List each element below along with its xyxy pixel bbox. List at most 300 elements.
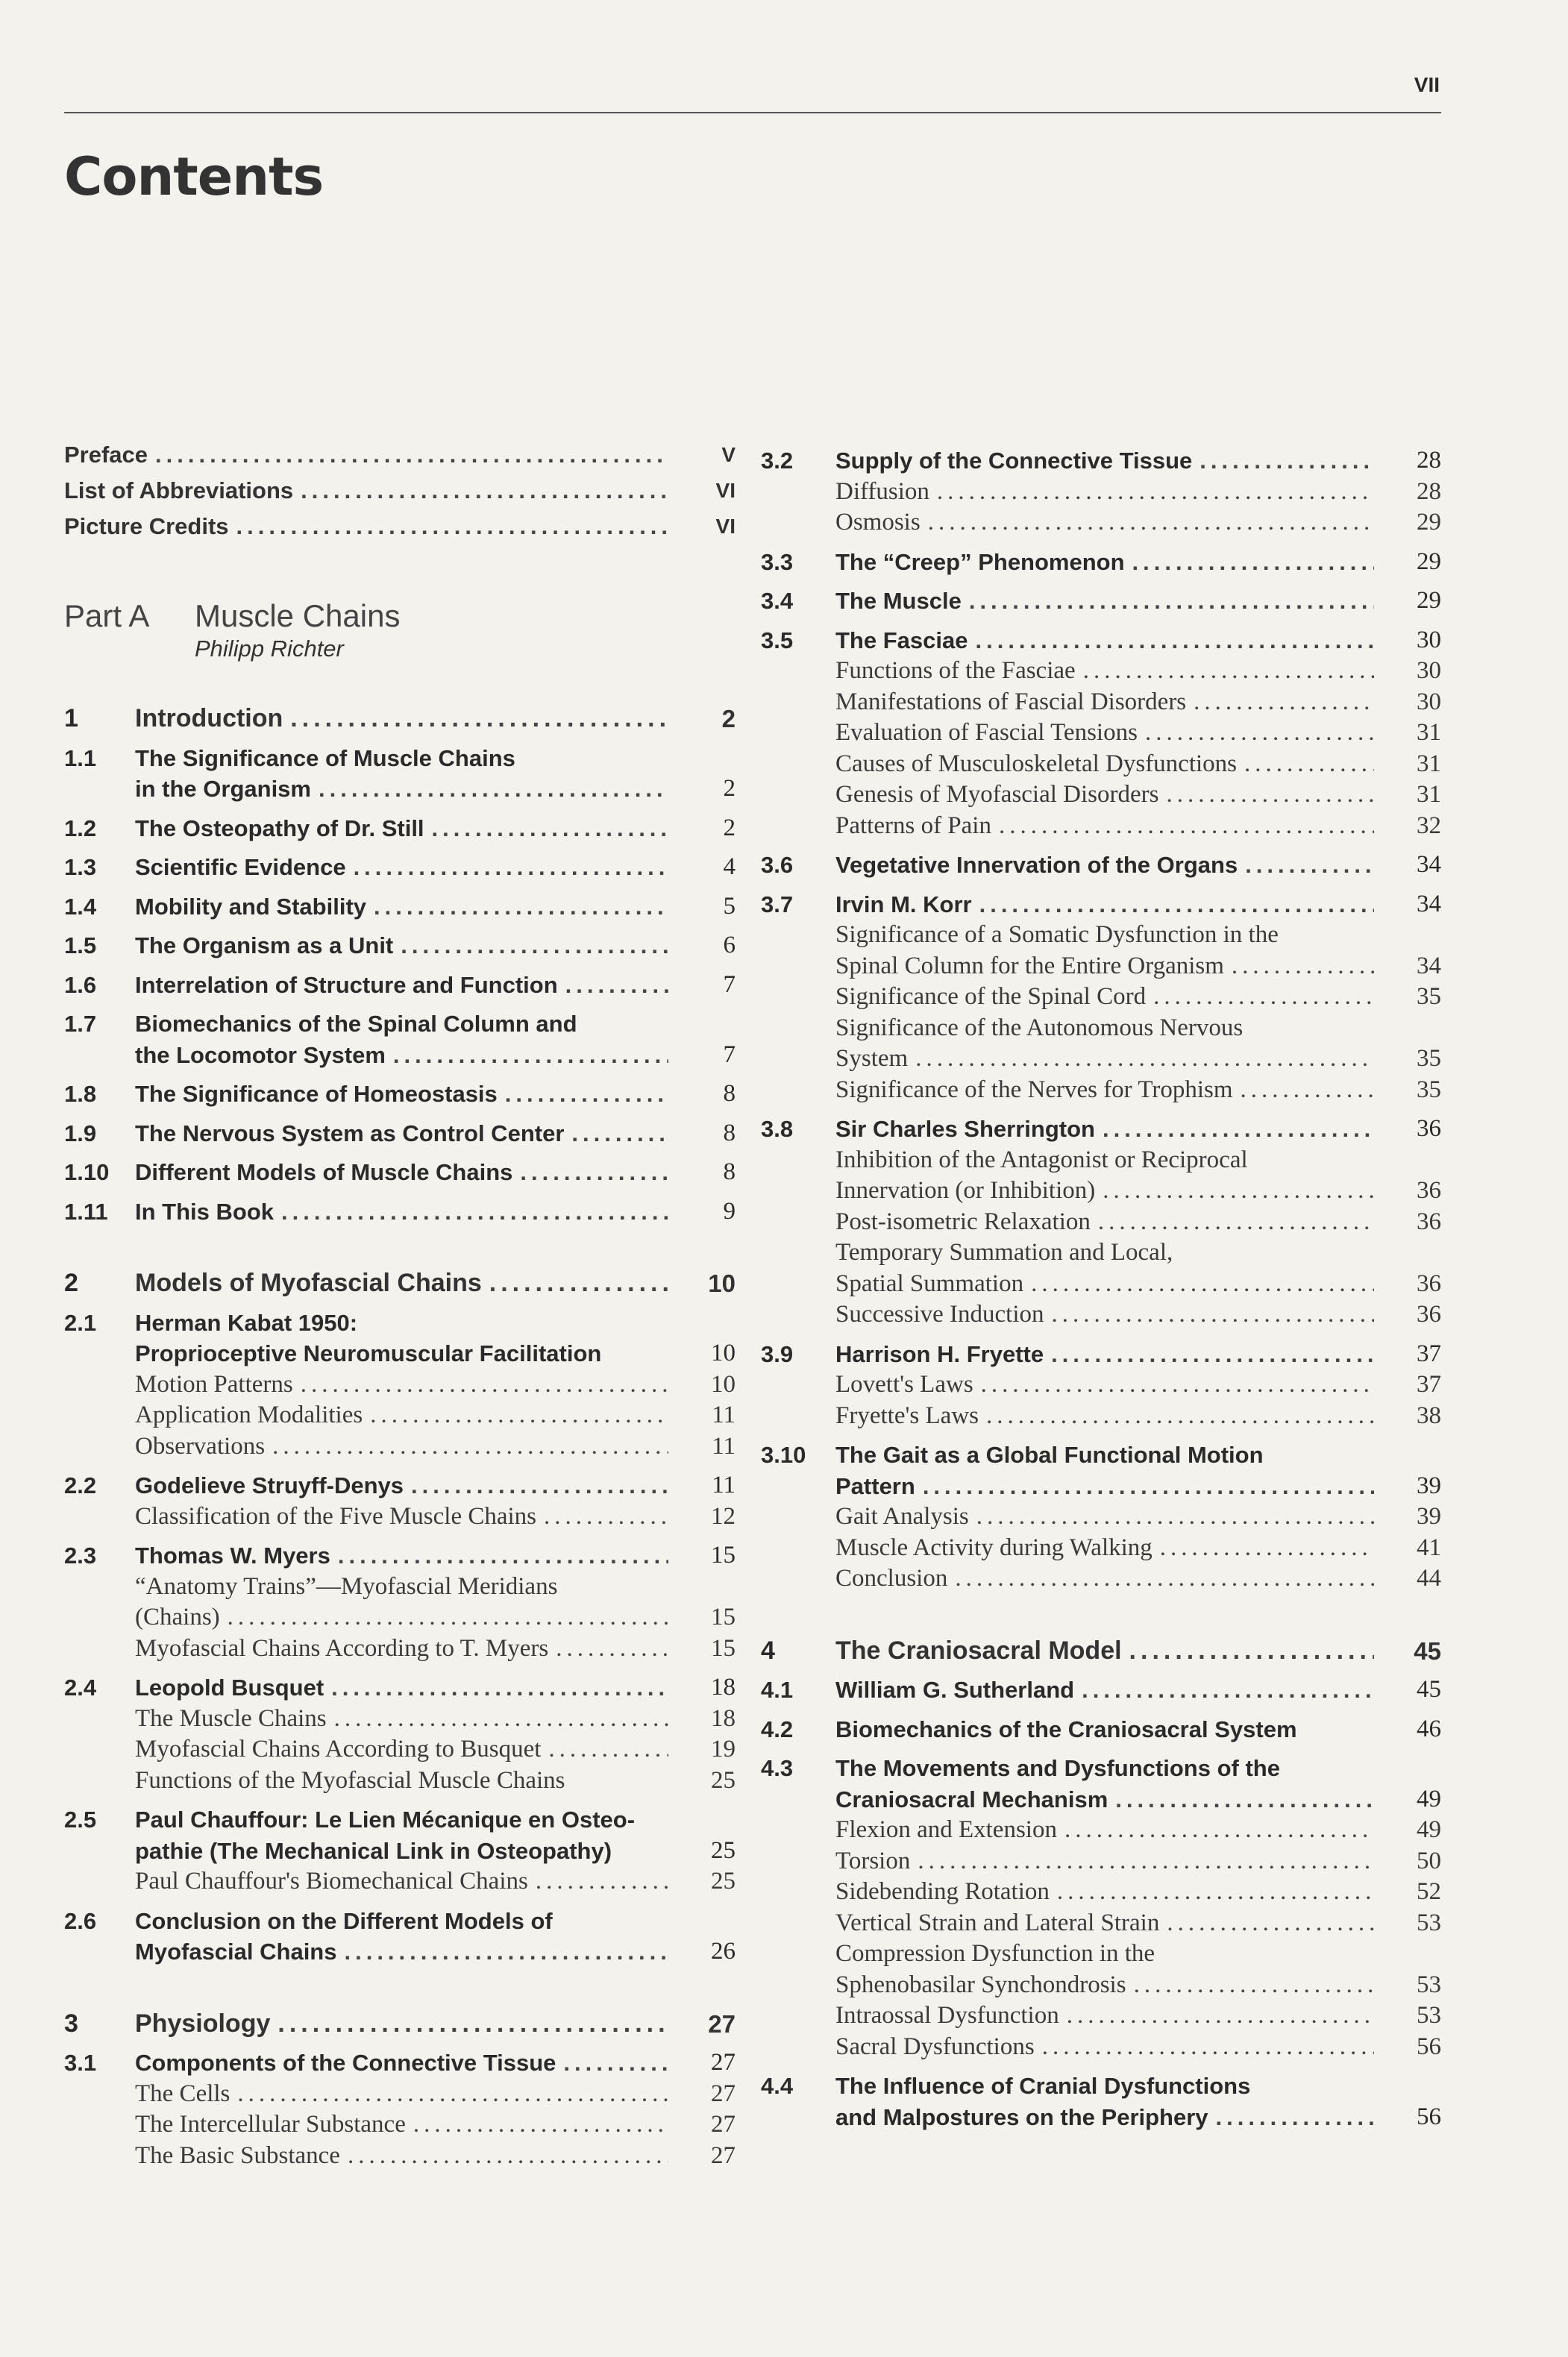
toc-entry (64, 1008, 736, 1070)
page-ref: 37 (1417, 1340, 1441, 1367)
section-number: 4.3 (761, 1755, 794, 1781)
entry-title: Biomechanics of the Craniosacral System (835, 1716, 1297, 1742)
entry-title: Sphenobasilar Synchondrosis (835, 1971, 1126, 1998)
dot-leader (229, 509, 668, 544)
page-ref: 30 (1417, 657, 1441, 684)
toc-entry (64, 1866, 736, 1898)
section-number: 2.5 (64, 1807, 97, 1833)
entry-title: The Osteopathy of Dr. Still (135, 815, 424, 841)
section-number: 4 (761, 1636, 775, 1665)
dot-leader (908, 1043, 1374, 1075)
dot-leader (1138, 718, 1374, 749)
dot-leader (1108, 1784, 1374, 1815)
dot-leader (327, 1704, 668, 1735)
section-number: 4.1 (761, 1677, 794, 1703)
page-ref: 56 (1417, 2103, 1441, 2130)
dot-leader (406, 2109, 668, 2141)
toc-entry (64, 930, 736, 961)
page-ref: 36 (1417, 1115, 1441, 1142)
toc-entry (64, 813, 736, 844)
toc-entry (761, 656, 1441, 687)
entry-title: Leopold Busquet (135, 1675, 324, 1701)
toc-entry (64, 509, 736, 544)
page-ref: 39 (1417, 1503, 1441, 1530)
page-ref: 18 (711, 1674, 736, 1701)
page-ref: 25 (711, 1836, 736, 1864)
page-ref: 49 (1417, 1816, 1441, 1843)
entry-title: Irvin M. Korr (835, 891, 972, 917)
toc-entry (64, 1501, 736, 1533)
toc-entry (761, 1237, 1441, 1299)
toc-entry (64, 1308, 736, 1369)
dot-leader (404, 1470, 668, 1501)
page-ref: 26 (711, 1938, 736, 1965)
dot-leader (968, 625, 1374, 656)
dot-leader (230, 2079, 668, 2110)
dot-leader (1074, 1675, 1374, 1706)
entry-title: Significance of the Autonomous Nervous (835, 1014, 1244, 1041)
toc-entry (64, 1431, 736, 1463)
page-ref: 41 (1417, 1534, 1441, 1561)
page-ref: 31 (1417, 781, 1441, 808)
toc-entry (64, 437, 736, 473)
dot-leader (1238, 850, 1374, 881)
toc-entry (64, 1369, 736, 1401)
section-number: 3.9 (761, 1340, 794, 1367)
page-ref: 4 (723, 853, 736, 880)
entry-title: Significance of the Nerves for Trophism (835, 1076, 1233, 1103)
dot-leader (1057, 1815, 1374, 1846)
toc-right-list (761, 445, 1441, 2132)
page-ref: 31 (1417, 750, 1441, 777)
toc-entry (761, 1939, 1441, 2000)
entry-title: The Gait as a Global Functional Motion (835, 1442, 1264, 1468)
toc-entry (761, 507, 1441, 539)
dot-leader (528, 1866, 668, 1898)
toc-entry (761, 1815, 1441, 1846)
entry-title: Vertical Strain and Lateral Strain (835, 1909, 1160, 1936)
toc-entry (761, 1339, 1441, 1370)
dot-leader (1050, 1877, 1374, 1908)
toc-entry (64, 1540, 736, 1572)
entry-title: Conclusion (835, 1565, 948, 1592)
toc-entry (761, 2071, 1441, 2132)
entry-title: Gait Analysis (835, 1503, 969, 1530)
section-number: 1.11 (64, 1198, 108, 1225)
page-ref: 25 (711, 1766, 736, 1794)
toc-entry (761, 749, 1441, 780)
entry-title: Myofascial Chains According to T. Myers (135, 1634, 549, 1662)
page-ref: 39 (1417, 1472, 1441, 1499)
entry-title: Compression Dysfunction in the (835, 1940, 1155, 1967)
dot-leader (541, 1734, 668, 1766)
toc-entry (64, 473, 736, 509)
toc-entry (64, 1766, 736, 1797)
dot-leader (548, 1633, 668, 1665)
page-ref: 19 (711, 1736, 736, 1763)
section-number: 2.6 (64, 1907, 97, 1934)
toc-entry (64, 970, 736, 1001)
page-ref: 36 (1417, 1301, 1441, 1328)
page-ref: 2 (723, 775, 736, 802)
page-ref: 34 (1417, 890, 1441, 917)
entry-title: Vegetative Innervation of the Organs (835, 852, 1238, 878)
page-ref: 8 (723, 1158, 736, 1185)
toc-entry (64, 1734, 736, 1766)
header-rule (64, 112, 1441, 113)
entry-title: The Nervous System as Control Center (135, 1120, 565, 1146)
page-ref: 5 (723, 892, 736, 920)
toc-left-list (64, 703, 736, 2171)
toc-entry (761, 889, 1441, 920)
toc-entry (761, 1207, 1441, 1238)
toc-entry (64, 1633, 736, 1665)
entry-title: Patterns of Pain (835, 812, 991, 839)
entry-title: The Fasciae (835, 627, 968, 653)
toc-entry (761, 687, 1441, 718)
dot-leader (1023, 1269, 1374, 1300)
toc-entry (64, 2141, 736, 2172)
toc-entry (761, 625, 1441, 656)
part-label: Part A (64, 598, 150, 633)
entry-title: Sidebending Rotation (835, 1878, 1050, 1905)
entry-title: Introduction (135, 704, 283, 732)
entry-title: Diffusion (835, 477, 929, 505)
entry-title: The Intercellular Substance (135, 2111, 406, 2138)
section-number: 1.7 (64, 1011, 97, 1037)
toc-entry (64, 1157, 736, 1188)
front-matter-list (64, 437, 736, 544)
entry-title: The Basic Substance (135, 2141, 340, 2169)
toc-entry (64, 852, 736, 883)
toc-right-column (761, 437, 1441, 2132)
entry-title: Flexion and Extension (835, 1816, 1057, 1843)
page-ref: 35 (1417, 983, 1441, 1010)
toc-entry (761, 1846, 1441, 1877)
dot-leader (274, 1196, 668, 1228)
section-number: 3.10 (761, 1442, 806, 1468)
page-ref: 12 (711, 1502, 736, 1530)
entry-title: Causes of Musculoskeletal Dysfunctions (835, 750, 1238, 777)
page-ref: 10 (711, 1370, 736, 1398)
part-author: Philipp Richter (195, 635, 344, 662)
toc-entry (761, 1075, 1441, 1106)
toc-entry (64, 1470, 736, 1501)
toc-entry (761, 920, 1441, 982)
entry-title: Temporary Summation and Local, (835, 1239, 1173, 1266)
section-number: 4.2 (761, 1716, 794, 1742)
entry-title: (Chains) (135, 1604, 220, 1631)
entry-title: Significance of the Spinal Cord (835, 983, 1147, 1010)
dot-leader (293, 1369, 668, 1401)
section-number: 3.5 (761, 627, 794, 653)
section-number: 3.1 (64, 2050, 97, 2076)
toc-left-column (64, 437, 736, 2171)
entry-title: Picture Credits (64, 513, 229, 539)
entry-title: Harrison H. Fryette (835, 1340, 1044, 1367)
page-ref: 38 (1417, 1402, 1441, 1429)
entry-title: Spinal Column for the Entire Organism (835, 952, 1224, 979)
page-ref: 7 (723, 970, 736, 998)
toc-entry (64, 2047, 736, 2079)
page-ref: 53 (1417, 2002, 1441, 2029)
page-title: Contents (64, 146, 324, 207)
page-ref: 44 (1417, 1565, 1441, 1592)
page-ref: 36 (1417, 1208, 1441, 1235)
entry-title: Components of the Connective Tissue (135, 2050, 556, 2076)
dot-leader (962, 586, 1374, 617)
toc-entry (761, 1299, 1441, 1331)
entry-title: The Significance of Muscle Chains (135, 744, 515, 771)
page-ref: 8 (723, 1119, 736, 1146)
page-ref: 46 (1417, 1715, 1441, 1742)
section-number: 3.7 (761, 891, 794, 917)
section-number: 1.2 (64, 815, 97, 841)
toc-entry (761, 1675, 1441, 1706)
page-ref: 45 (1417, 1676, 1441, 1703)
entry-title: Functions of the Fasciae (835, 657, 1076, 684)
dot-leader (393, 930, 668, 961)
dot-leader (1224, 951, 1374, 982)
page-ref: 28 (1417, 477, 1441, 505)
entry-title: Observations (135, 1432, 266, 1460)
page-ref: 15 (711, 1542, 736, 1569)
dot-leader (991, 811, 1374, 842)
dot-leader (1159, 1908, 1374, 1939)
page-ref: 27 (711, 2141, 736, 2169)
entry-title: Fryette's Laws (835, 1402, 979, 1429)
section-number: 2.2 (64, 1472, 97, 1498)
part-heading (64, 598, 736, 662)
toc-entry (761, 850, 1441, 881)
entry-title: Lovett's Laws (835, 1371, 973, 1398)
dot-leader (283, 703, 668, 735)
toc-entry (761, 1013, 1441, 1075)
dot-leader (265, 1431, 668, 1463)
entry-title: Myofascial Chains (135, 1939, 337, 1965)
dot-leader (386, 1040, 668, 1071)
dot-leader (1059, 2000, 1374, 2032)
toc-entry (761, 1533, 1441, 1564)
page-ref: 11 (712, 1472, 736, 1498)
dot-leader (270, 2009, 668, 2040)
entry-title: pathie (The Mechanical Link in Osteopathy) (135, 1837, 612, 1864)
dot-leader (1035, 2032, 1374, 2063)
toc-entry (761, 1501, 1441, 1533)
dot-leader (1208, 2102, 1374, 2133)
entry-title: The Muscle Chains (135, 1704, 327, 1732)
page-ref: 35 (1417, 1076, 1441, 1103)
dot-leader (972, 889, 1374, 920)
toc-entry (64, 1804, 736, 1866)
dot-leader (336, 1936, 668, 1968)
toc-entry (761, 1440, 1441, 1501)
entry-title: List of Abbreviations (64, 477, 294, 503)
section-number: 3.2 (761, 448, 794, 474)
entry-title: Inhibition of the Antagonist or Reciprocal (835, 1146, 1248, 1173)
page-ref: 9 (723, 1197, 736, 1225)
page-ref: VI (715, 515, 736, 538)
toc-entry (761, 1369, 1441, 1401)
toc-entry (64, 1400, 736, 1431)
page-ref: 34 (1417, 851, 1441, 878)
dot-leader (1091, 1207, 1374, 1238)
toc-entry (761, 2000, 1441, 2032)
page-ref: 29 (1417, 587, 1441, 614)
dot-leader (293, 473, 668, 509)
section-number: 2.3 (64, 1542, 97, 1569)
entry-title: System (835, 1045, 909, 1072)
entry-title: Biomechanics of the Spinal Column and (135, 1011, 577, 1037)
dot-leader (1233, 1075, 1375, 1106)
dot-leader (910, 1846, 1374, 1877)
dot-leader (346, 852, 668, 883)
page-ref: 29 (1417, 547, 1441, 575)
entry-title: Evaluation of Fascial Tensions (835, 719, 1138, 746)
section-number: 1.10 (64, 1159, 110, 1185)
toc-entry (64, 1906, 736, 1968)
page-ref: 34 (1417, 952, 1441, 979)
page-ref: 49 (1417, 1785, 1441, 1813)
page-ref: 28 (1417, 447, 1441, 474)
section-number: 2.1 (64, 1309, 97, 1336)
entry-title: The “Creep” Phenomenon (835, 548, 1125, 575)
dot-leader (973, 1369, 1374, 1401)
dot-leader (915, 1471, 1374, 1502)
entry-title: Models of Myofascial Chains (135, 1269, 482, 1297)
entry-title: Myofascial Chains According to Busquet (135, 1736, 542, 1763)
dot-leader (1237, 749, 1374, 780)
toc-entry (761, 1714, 1441, 1745)
entry-title: Godelieve Struyff-Denys (135, 1472, 404, 1498)
dot-leader (330, 1540, 668, 1572)
section-number: 2 (64, 1269, 78, 1297)
dot-leader (1076, 656, 1374, 687)
dot-leader (929, 477, 1374, 508)
page-ref: 35 (1417, 1045, 1441, 1072)
section-number: 1.3 (64, 854, 97, 880)
section-number: 3.4 (761, 588, 794, 614)
entry-title: Significance of a Somatic Dysfunction in the (835, 921, 1279, 948)
page-ref: 15 (711, 1604, 736, 1631)
dot-leader (558, 970, 668, 1001)
toc-entry (761, 2032, 1441, 2063)
entry-title: Genesis of Myofascial Disorders (835, 781, 1159, 808)
page-ref: 30 (1417, 626, 1441, 653)
entry-title: Paul Chauffour: Le Lien Mécanique en Osteo- (135, 1807, 636, 1833)
entry-title: Scientific Evidence (135, 854, 346, 880)
dot-leader (1186, 687, 1374, 718)
toc-entry (761, 811, 1441, 842)
entry-title: Proprioceptive Neuromuscular Facilitation (135, 1340, 602, 1366)
page-ref: 2 (723, 814, 736, 841)
toc-entry (761, 586, 1441, 617)
entry-title: Mobility and Stability (135, 893, 367, 920)
toc-entry (64, 743, 736, 805)
entry-title: in the Organism (135, 776, 311, 802)
page-ref: 36 (1417, 1269, 1441, 1297)
entry-title: The Significance of Homeostasis (135, 1081, 498, 1107)
dot-leader (1146, 982, 1374, 1013)
dot-leader (340, 2141, 668, 2172)
page-ref: 27 (708, 2009, 736, 2038)
section-number: 3 (64, 2009, 78, 2038)
section-number: 2.4 (64, 1675, 97, 1701)
section-number: 3.8 (761, 1116, 794, 1142)
entry-title: Thomas W. Myers (135, 1542, 330, 1569)
entry-title: Sacral Dysfunctions (835, 2033, 1035, 2060)
toc-entry (761, 1877, 1441, 1908)
toc-entry (64, 1572, 736, 1633)
toc-entry (761, 445, 1441, 477)
page-ref: 29 (1417, 509, 1441, 536)
page-ref: 7 (723, 1041, 736, 1068)
entry-title: The Movements and Dysfunctions of the (835, 1755, 1280, 1781)
dot-leader (1095, 1176, 1374, 1207)
toc-entry (64, 891, 736, 923)
dot-leader (482, 1268, 668, 1299)
page-ref: 2 (721, 705, 736, 732)
dot-leader (498, 1079, 668, 1110)
entry-title: Herman Kabat 1950: (135, 1309, 358, 1336)
toc-entry (761, 718, 1441, 749)
toc-entry (64, 1672, 736, 1704)
entry-title: Preface (64, 442, 148, 468)
page-ref: 18 (711, 1704, 736, 1732)
dot-leader (1044, 1299, 1374, 1331)
dot-leader (1125, 547, 1374, 578)
page-ref: 45 (1414, 1636, 1441, 1665)
entry-title: Classification of the Five Muscle Chains (135, 1502, 537, 1530)
dot-leader (1192, 445, 1374, 477)
entry-title: Interrelation of Structure and Function (135, 971, 558, 998)
section-number: 1.1 (64, 744, 97, 771)
toc-entry (761, 1563, 1441, 1595)
entry-title: Paul Chauffour's Biomechanical Chains (135, 1868, 528, 1895)
dot-leader (366, 891, 668, 923)
part-title: Muscle Chains (195, 598, 401, 633)
entry-title: Application Modalities (135, 1402, 363, 1428)
dot-leader (979, 1401, 1374, 1432)
page-ref: 27 (711, 2049, 736, 2076)
page-ref: 8 (723, 1080, 736, 1107)
dot-leader (556, 2047, 668, 2079)
dot-leader (1126, 1970, 1374, 2001)
page-ref: 25 (711, 1868, 736, 1895)
toc-entry (761, 1636, 1441, 1667)
dot-leader (1095, 1114, 1374, 1145)
toc-entry (761, 477, 1441, 508)
toc-entry (64, 2009, 736, 2040)
toc-entry (64, 2079, 736, 2110)
entry-title: Functions of the Myofascial Muscle Chains (135, 1766, 565, 1794)
toc-entry (761, 547, 1441, 578)
dot-leader (324, 1672, 668, 1704)
entry-title: The Cells (135, 2080, 231, 2107)
section-number: 4.4 (761, 2073, 794, 2099)
page-ref: 6 (723, 932, 736, 958)
toc-entry (64, 2109, 736, 2141)
toc-entry (64, 1268, 736, 1299)
section-number: 1.9 (64, 1120, 97, 1146)
toc-entry (64, 1704, 736, 1735)
section-number: 1.6 (64, 971, 97, 998)
page-ref: 56 (1417, 2033, 1441, 2060)
entry-title: The Muscle (835, 588, 962, 614)
toc-entry (761, 1753, 1441, 1815)
toc-entry (64, 1118, 736, 1149)
dot-leader (512, 1157, 668, 1188)
